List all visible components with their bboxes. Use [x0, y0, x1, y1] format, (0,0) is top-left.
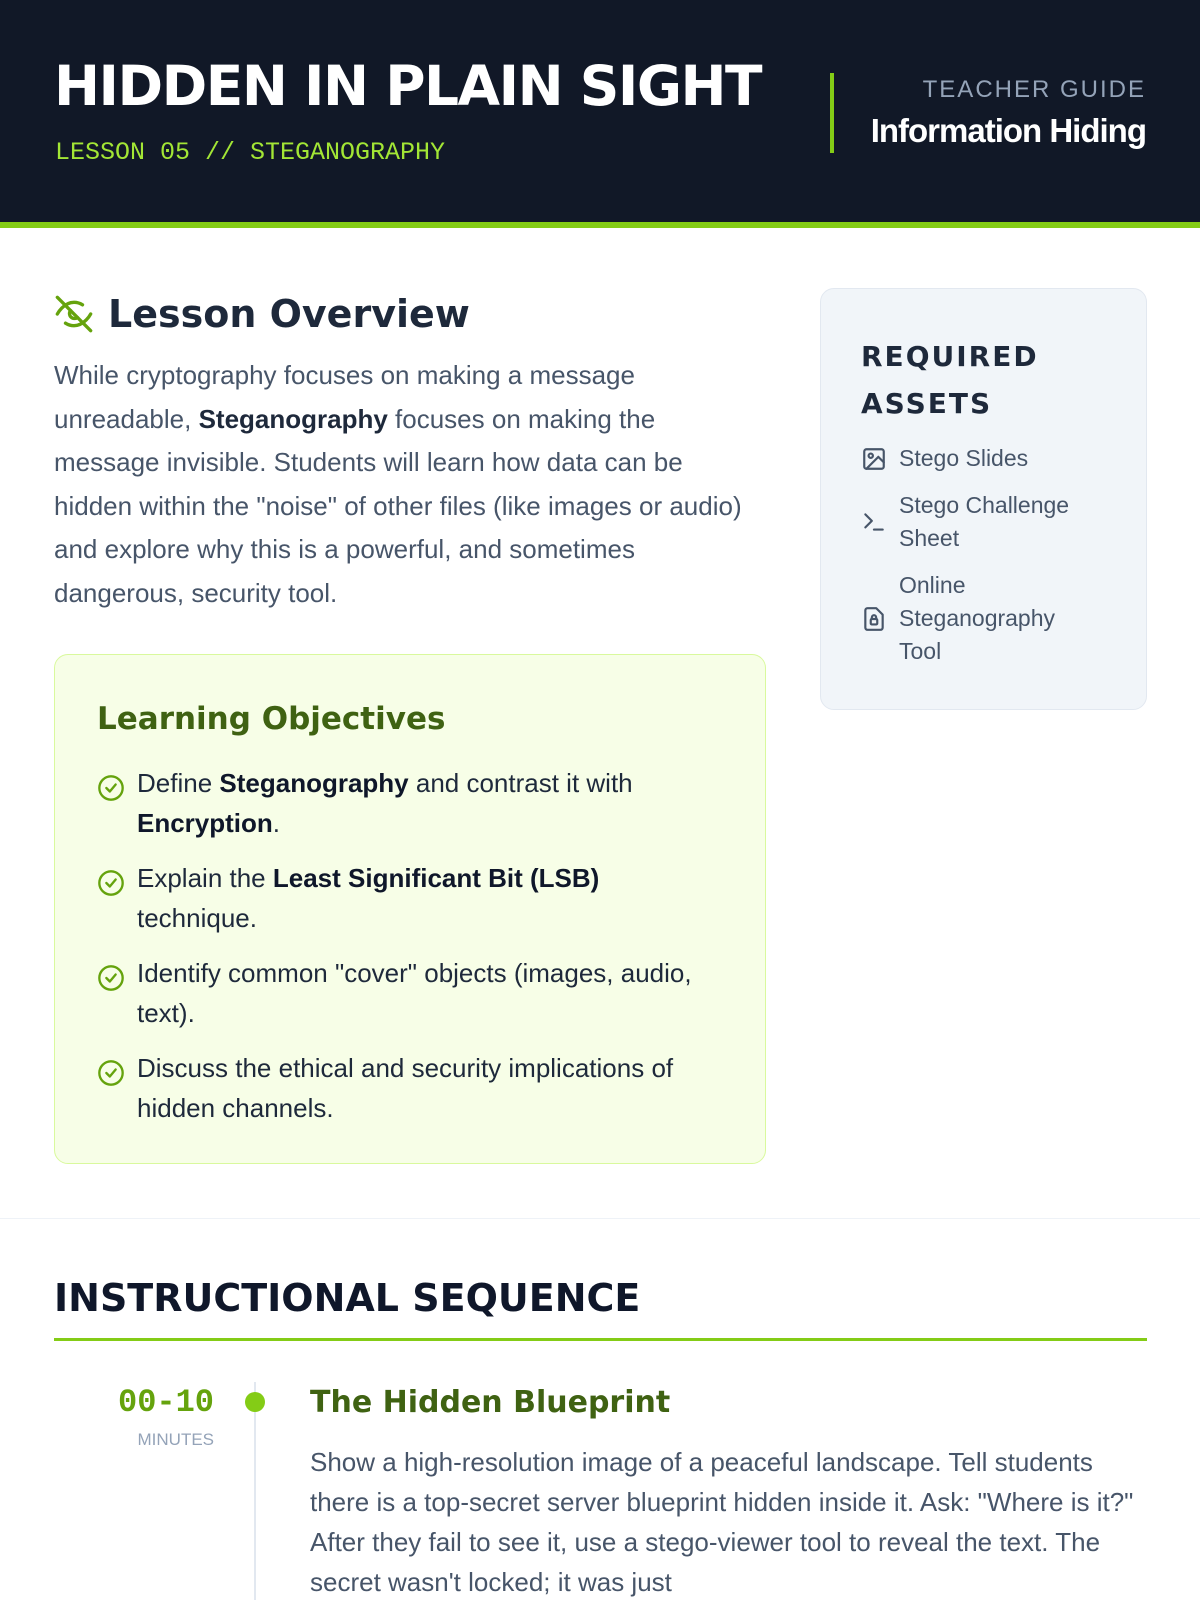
objective-item — [97, 858, 717, 938]
overview-text-part: While cryptography focuses on making a message unreadable, — [54, 360, 635, 434]
objective-text: Discuss the ethical and security implications of hidden channels. — [137, 1053, 674, 1123]
overview-title: Lesson Overview — [108, 292, 470, 336]
eye-off-icon — [54, 294, 94, 334]
image-icon — [861, 446, 887, 472]
asset-label: Stego Slides — [899, 445, 1029, 471]
step-description: Show a high-resolution image of a peaceful landscape. Tell students there is a top-secret server blueprint hidden inside it. Ask: "Where is it?" After they fail to see it, use a stego-viewer tool to reveal the text. The secret wasn't locked; it was just — [310, 1447, 1134, 1597]
page-title: HIDDEN IN PLAIN SIGHT — [54, 54, 762, 118]
check-circle-icon — [97, 964, 125, 992]
timeline-dot — [245, 1392, 265, 1412]
check-circle-icon — [97, 774, 125, 802]
check-circle-icon — [97, 1059, 125, 1087]
overview-keyword: Steganography — [198, 403, 388, 434]
topic-title: Information Hiding — [870, 112, 1146, 149]
sequence-title: INSTRUCTIONAL SEQUENCE — [54, 1276, 641, 1320]
objective-text: Explain the Least Significant Bit (LSB) technique. — [137, 863, 600, 933]
asset-stego-challenge-sheet[interactable] — [861, 489, 1091, 555]
timeline-line — [254, 1382, 256, 1600]
asset-label: Online Steganography Tool — [899, 572, 1056, 664]
check-circle-icon — [97, 869, 125, 897]
objective-item — [97, 953, 717, 1033]
step-time: 00-10 — [117, 1384, 214, 1421]
sequence-rule — [54, 1338, 1147, 1341]
terminal-icon — [861, 509, 887, 535]
header-divider — [830, 73, 834, 153]
step-time-unit: MINUTES — [137, 1430, 214, 1449]
required-assets-card — [820, 288, 1147, 710]
section-divider — [0, 1218, 1200, 1219]
objective-item — [97, 1048, 717, 1128]
lesson-subtitle: LESSON 05 // STEGANOGRAPHY — [55, 138, 446, 167]
objective-text: Define Steganography and contrast it with Encryption. — [137, 768, 633, 838]
asset-stego-slides[interactable] — [861, 442, 1028, 475]
objective-item — [97, 763, 717, 843]
asset-online-stego-tool[interactable] — [861, 569, 1071, 668]
file-lock-icon — [861, 606, 887, 632]
overview-text-part: focuses on making the message invisible. Students will learn how data can be hidden within the "noise" of other files (like images or audio) and explore why this is a powerful, and sometimes dangerous, security tool. — [54, 403, 742, 608]
objectives-title: Learning Objectives — [97, 701, 446, 737]
objective-text: Identify common "cover" objects (images, audio, text). — [137, 958, 692, 1028]
step-title: The Hidden Blueprint — [310, 1385, 671, 1420]
asset-label: Stego Challenge Sheet — [899, 492, 1070, 551]
learning-objectives-card — [54, 654, 766, 1164]
page-header — [0, 0, 1200, 228]
objectives-list — [97, 763, 717, 1143]
overview-heading — [54, 292, 470, 336]
assets-title: REQUIRED ASSETS — [861, 340, 1039, 420]
guide-label: TEACHER GUIDE — [922, 76, 1146, 103]
overview-text — [54, 354, 764, 615]
